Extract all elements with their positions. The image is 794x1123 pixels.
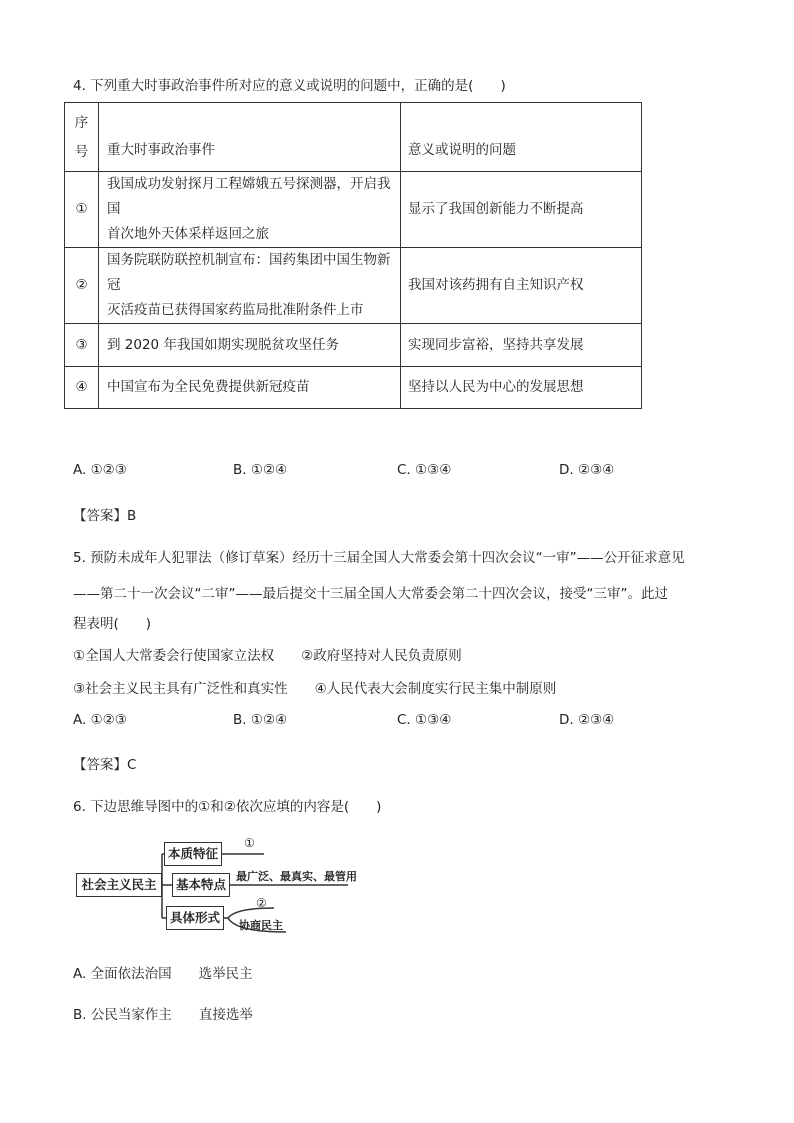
- header-number: 序号: [65, 103, 99, 172]
- row-event: 我国成功发射探月工程嫦娥五号探测器，开启我国 首次地外天体采样返回之旅: [99, 172, 401, 248]
- q6-option-a[interactable]: A. 全面依法治国 选举民主: [73, 966, 253, 982]
- row-meaning: 实现同步富裕，坚持共享发展: [401, 324, 642, 367]
- header-event: 重大时事政治事件: [99, 103, 401, 172]
- table-row: [65, 324, 642, 367]
- q6-mindmap: [76, 836, 376, 940]
- q6-stem: 6. 下边思维导图中的①和②依次应填的内容是( ): [73, 799, 382, 815]
- q5-stem-line-3: 程表明( ): [73, 616, 152, 632]
- mindmap-feature-text: 最广泛、最真实、最管用: [236, 870, 357, 883]
- header-meaning: 意义或说明的问题: [401, 103, 642, 172]
- row-number: ①: [65, 172, 99, 248]
- mindmap-branch-forms: 具体形式: [166, 906, 224, 930]
- table-header-row: [65, 103, 642, 172]
- row-event: 中国宣布为全民免费提供新冠疫苗: [99, 367, 401, 409]
- row-event: 国务院联防联控机制宣布：国药集团中国生物新冠 灭活疫苗已获得国家药监局批准附条件上市: [99, 248, 401, 324]
- mindmap-mark-1: ①: [244, 836, 255, 850]
- option-d[interactable]: D. ②③④: [559, 462, 615, 478]
- q5-statement-2: ③社会主义民主具有广泛性和真实性 ④人民代表大会制度实行民主集中制原则: [73, 681, 557, 697]
- row-number: ②: [65, 248, 99, 324]
- row-number: ③: [65, 324, 99, 367]
- option-a[interactable]: A. ①②③: [73, 712, 127, 728]
- q5-statement-1: ①全国人大常委会行使国家立法权 ②政府坚持对人民负责原则: [73, 648, 462, 664]
- row-event: 到 2020 年我国如期实现脱贫攻坚任务: [99, 324, 401, 367]
- q5-answer: 【答案】C: [73, 757, 137, 773]
- table-row: [65, 248, 642, 324]
- row-meaning: 显示了我国创新能力不断提高: [401, 172, 642, 248]
- q6-option-b[interactable]: B. 公民当家作主 直接选举: [73, 1007, 253, 1023]
- table-row: [65, 172, 642, 248]
- q4-events-table: [64, 102, 642, 409]
- option-a[interactable]: A. ①②③: [73, 462, 127, 478]
- q5-stem-line-2: ——第二十一次会议“二审”——最后提交十三届全国人大常委会第二十四次会议，接受“三审”。此过: [73, 586, 668, 602]
- q4-answer: 【答案】B: [73, 508, 137, 524]
- row-number: ④: [65, 367, 99, 409]
- mindmap-branch-essence: 本质特征: [164, 842, 222, 866]
- mindmap-mark-2: ②: [256, 896, 267, 910]
- option-c[interactable]: C. ①③④: [397, 462, 452, 478]
- option-b[interactable]: B. ①②④: [233, 712, 288, 728]
- q4-stem: 4. 下列重大时事政治事件所对应的意义或说明的问题中，正确的是( ): [73, 78, 506, 94]
- mindmap-root: 社会主义民主: [76, 873, 162, 897]
- mindmap-form-text: 协商民主: [239, 919, 283, 932]
- mindmap-branch-features: 基本特点: [172, 873, 230, 897]
- option-c[interactable]: C. ①③④: [397, 712, 452, 728]
- option-b[interactable]: B. ①②④: [233, 462, 288, 478]
- q5-stem-line-1: 5. 预防未成年人犯罪法（修订草案）经历十三届全国人大常委会第十四次会议“一审”——公开征求意见: [73, 550, 685, 566]
- table-row: [65, 367, 642, 409]
- option-d[interactable]: D. ②③④: [559, 712, 615, 728]
- row-meaning: 我国对该药拥有自主知识产权: [401, 248, 642, 324]
- row-meaning: 坚持以人民为中心的发展思想: [401, 367, 642, 409]
